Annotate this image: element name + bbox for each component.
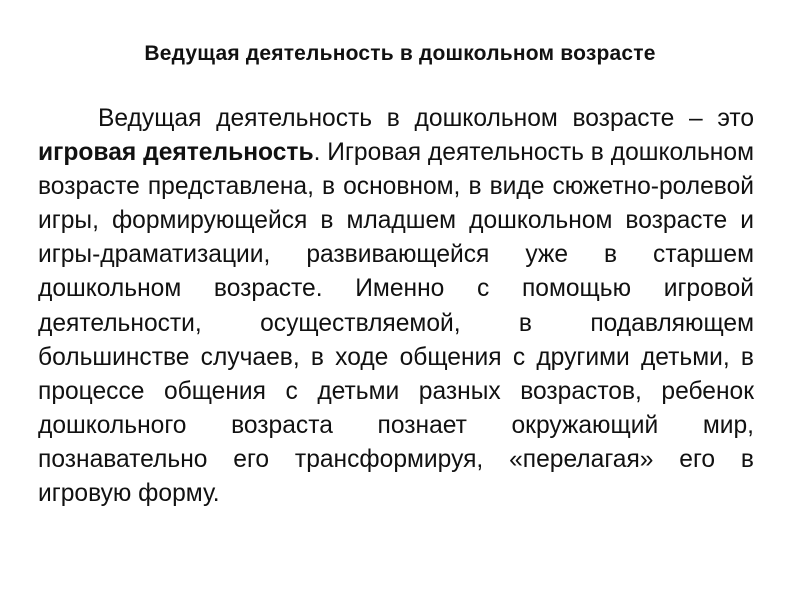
body-text-continuation: . Игровая деятельность в дошкольном возрасте представлена, в основном, в виде сюжетно-ролевой игры, формирующейся в младшем дошкольном возрасте и игры-драматизации, развивающейся уже в старшем дошкольном возрасте. Именно с помощью игровой деятельности, осуществляемой, в подавляющем большинстве случаев, в ходе общения с другими детьми, в процессе общения с детьми разных возрастов, ребенок дошкольного возраста познает окружающий мир, познавательно его трансформируя, «перелагая» его в игровую форму. xyxy=(38,139,754,508)
body-text-emphasis: игровая деятельность xyxy=(38,139,314,167)
slide-title: Ведущая деятельность в дошкольном возрасте xyxy=(144,42,656,65)
slide-body-paragraph xyxy=(38,102,754,511)
body-text-intro: Ведущая деятельность в дошкольном возрасте – это xyxy=(98,105,754,132)
